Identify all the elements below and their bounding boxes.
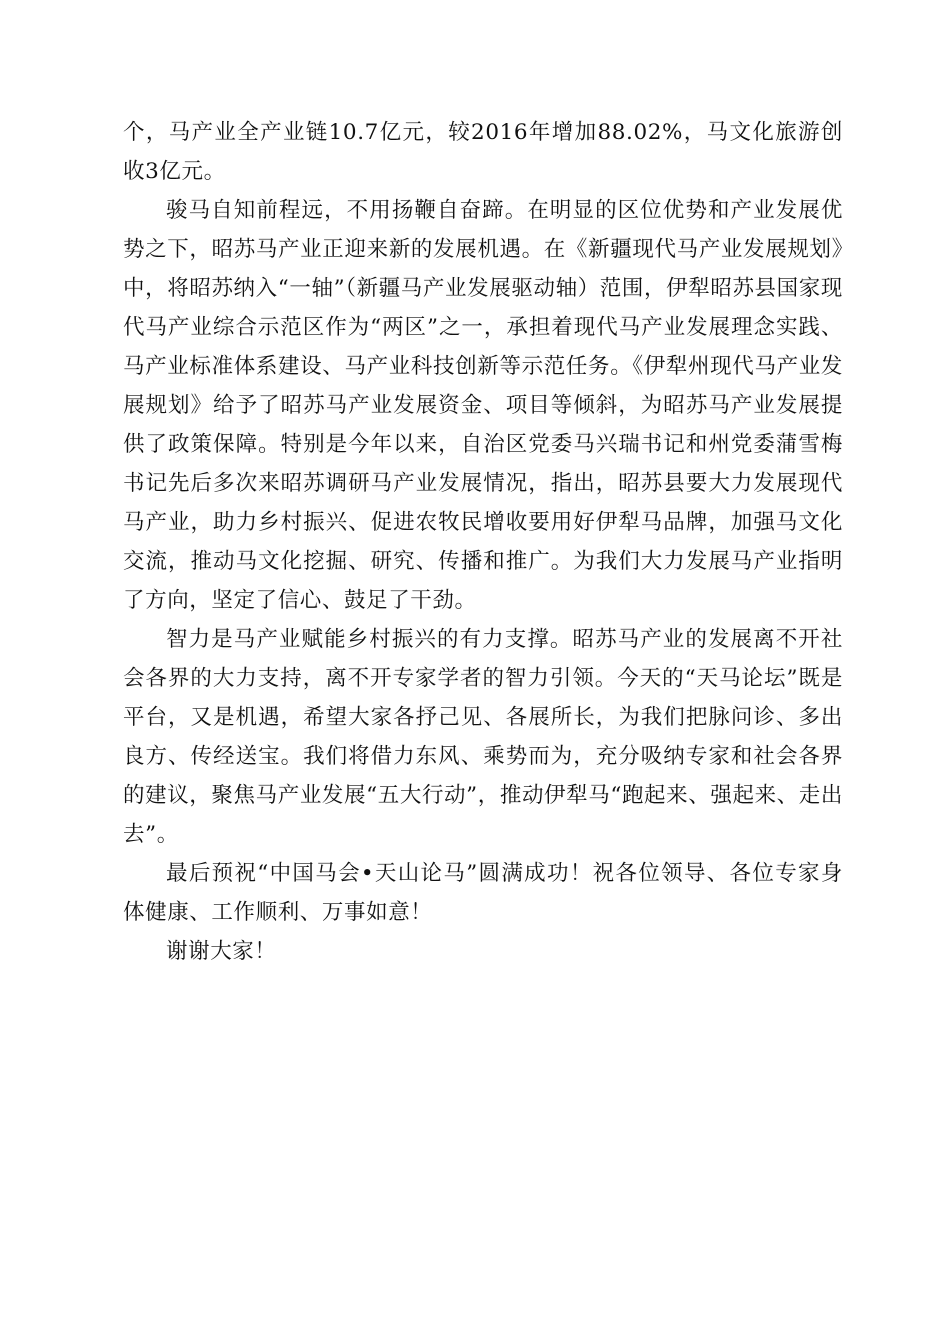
paragraph-intellectual-support: 智力是马产业赋能乡村振兴的有力支撑。昭苏马产业的发展离不开社会各界的大力支持，离不开专家学者的智力引领。今天的“天马论坛”既是平台，又是机遇，希望大家各抒己见、各展所长，为我们把脉问诊、多出良方、传经送宝。我们将借力东风、乘势而为，充分吸纳专家和社会各界的建议，聚焦马产业发展“五大行动”，推动伊犁马“跑起来、强起来、走出去”。 [123,627,843,847]
paragraph-closing-wishes: 最后预祝“中国马会•天山论马”圆满成功！祝各位领导、各位专家身体健康、工作顺利、万事如意！ [123,861,843,925]
paragraph-thanks: 谢谢大家！ [166,939,277,964]
paragraph-opportunity: 骏马自知前程远，不用扬鞭自奋蹄。在明显的区位优势和产业发展优势之下，昭苏马产业正迎来新的发展机遇。在《新疆现代马产业发展规划》中，将昭苏纳入“一轴”（新疆马产业发展驱动轴）范围，伊犁昭苏县国家现代马产业综合示范区作为“两区”之一，承担着现代马产业发展理念实践、马产业标准体系建设、马产业科技创新等示范任务。《伊犁州现代马产业发展规划》给予了昭苏马产业发展资金、项目等倾斜，为昭苏马产业发展提供了政策保障。特别是今年以来，自治区党委马兴瑞书记和州党委蒲雪梅书记先后多次来昭苏调研马产业发展情况，指出，昭苏县要大力发展现代马产业，助力乡村振兴、促进农牧民增收要用好伊犁马品牌，加强马文化交流，推动马文化挖掘、研究、传播和推广。为我们大力发展马产业指明了方向，坚定了信心、鼓足了干劲。 [123,198,843,613]
document-body [123,113,843,971]
paragraph-continued: 个，马产业全产业链10.7亿元，较2016年增加88.02%，马文化旅游创收3亿元。 [123,120,843,184]
